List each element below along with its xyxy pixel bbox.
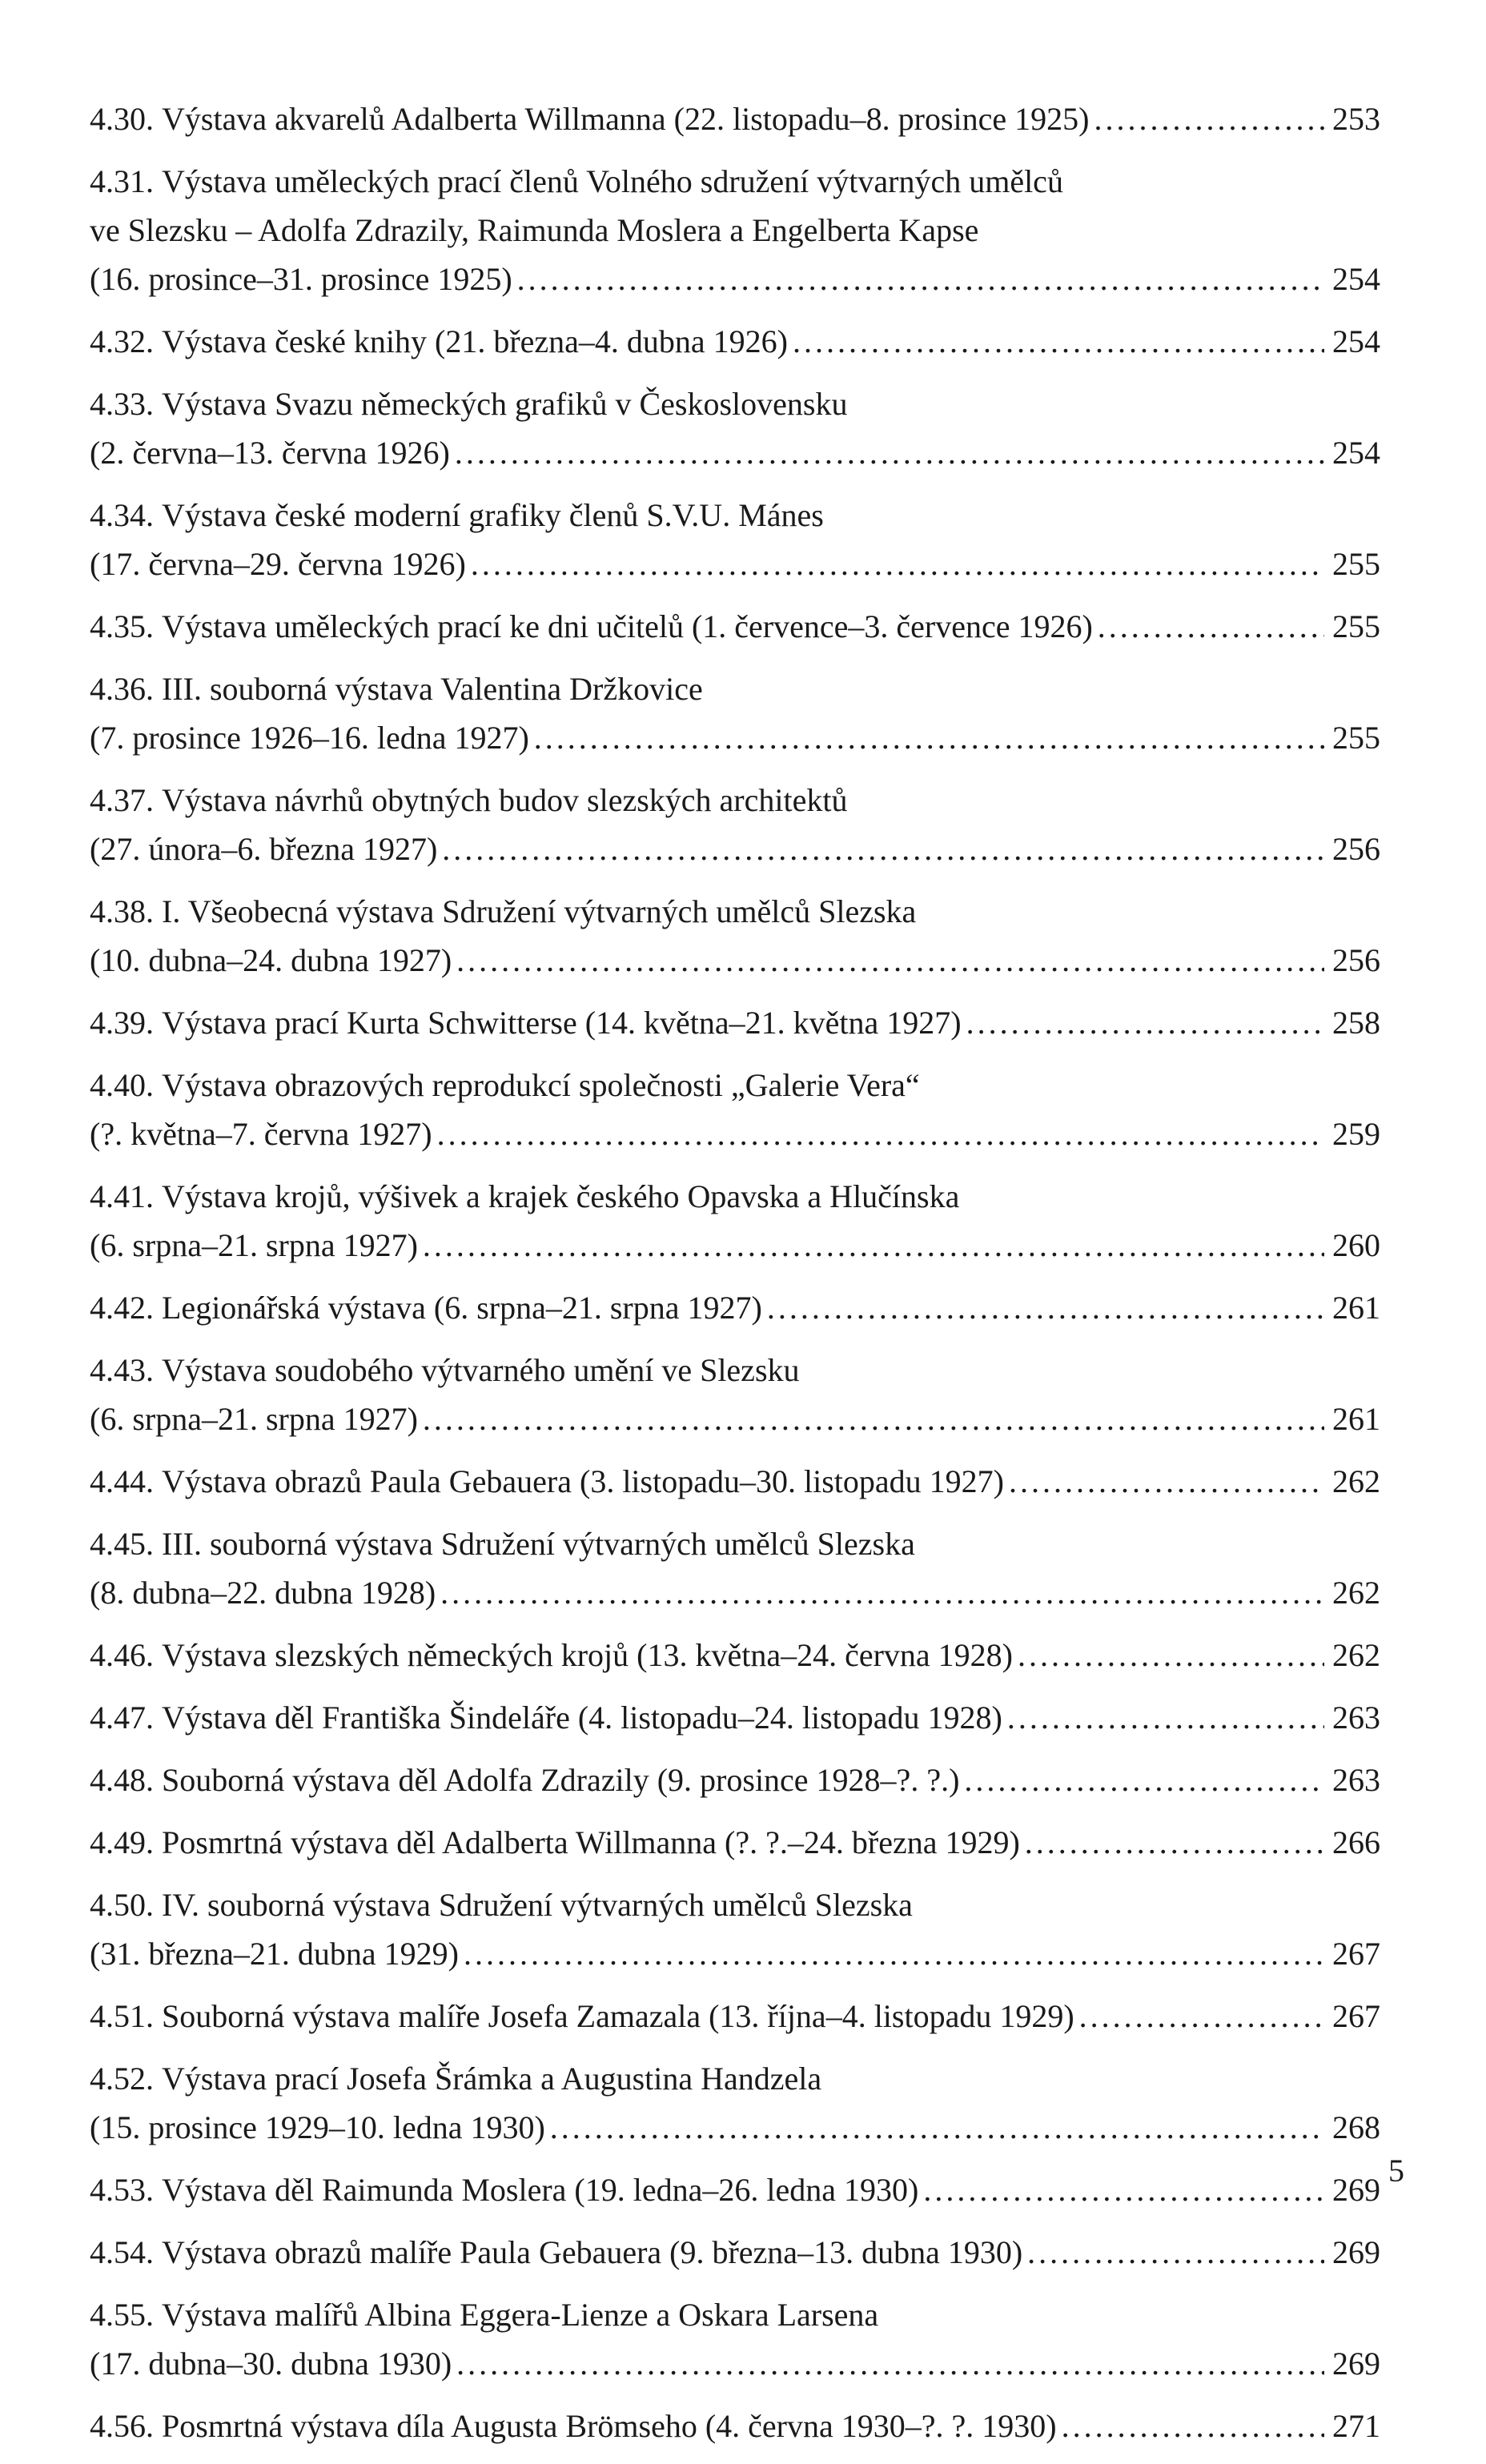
toc-entry-first-line [90, 317, 1380, 366]
dot-leader [423, 1221, 1324, 1270]
dot-leader [423, 1395, 1324, 1443]
toc-entry [90, 1880, 1380, 1978]
toc-entry-number: 4.34. [90, 497, 154, 533]
toc-entry-page-number: 267 [1332, 1936, 1380, 1972]
toc-entry-first-line [90, 1061, 1380, 1110]
toc-entry-first-line [90, 887, 1380, 936]
toc-entry-title-continuation: ve Slezsku – Adolfa Zdrazily, Raimunda Moslera a Engelberta Kapse [90, 212, 979, 248]
toc-entry-first-line [90, 1631, 1380, 1679]
toc-entry-title: Výstava prací Kurta Schwitterse (14. května–21. května 1927) [162, 1005, 962, 1041]
page-number: 5 [1388, 2153, 1404, 2189]
toc-entry-title-continuation: (?. května–7. června 1927) [90, 1116, 432, 1152]
toc-entry-number: 4.35. [90, 608, 154, 644]
toc-entry-page-number: 256 [1332, 831, 1380, 867]
toc-entry-first-line [90, 1283, 1380, 1332]
toc-entry [90, 1693, 1380, 1742]
toc-entry-continuation-line [90, 1929, 1380, 1978]
toc-entry [90, 2290, 1380, 2388]
toc-entry-title-continuation: (15. prosince 1929–10. ledna 1930) [90, 2109, 545, 2145]
toc-entry-title: Výstava české knihy (21. března–4. dubna 1926) [162, 323, 788, 359]
toc-entry [90, 379, 1380, 477]
toc-entry [90, 887, 1380, 985]
dot-leader [793, 317, 1324, 366]
dot-leader [1018, 1631, 1324, 1679]
dot-leader [964, 1756, 1324, 1804]
toc-entry-page-number: 269 [1332, 2346, 1380, 2382]
toc-entry [90, 664, 1380, 762]
toc-entry-first-line [90, 1880, 1380, 1929]
toc-entry-continuation-line [90, 1221, 1380, 1270]
toc-entry [90, 1519, 1380, 1617]
toc-entry-page-number: 254 [1332, 323, 1380, 359]
toc-entry [90, 1346, 1380, 1443]
toc-entry-number: 4.46. [90, 1637, 154, 1673]
toc-entry-title: Výstava uměleckých prací ke dni učitelů (1. července–3. července 1926) [162, 608, 1093, 644]
toc-entry-title: Výstava děl Františka Šindeláře (4. listopadu–24. listopadu 1928) [162, 1700, 1002, 1736]
toc-entry-title: Výstava soudobého výtvarného umění ve Slezsku [162, 1352, 800, 1388]
toc-entry-first-line [90, 1756, 1380, 1804]
toc-entry-title: Legionářská výstava (6. srpna–21. srpna 1927) [162, 1290, 762, 1326]
toc-entry-continuation-line [90, 1110, 1380, 1158]
toc-entry [90, 2165, 1380, 2214]
toc-entry-title: III. souborná výstava Sdružení výtvarných umělců Slezska [162, 1526, 915, 1562]
toc-entry-page-number: 254 [1332, 435, 1380, 471]
toc-entry-title: Posmrtná výstava díla Augusta Brömseho (4. června 1930–?. ?. 1930) [162, 2408, 1057, 2444]
dot-leader [1098, 602, 1324, 651]
toc-entry-number: 4.45. [90, 1526, 154, 1562]
toc-entry-page-number: 259 [1332, 1116, 1380, 1152]
toc-entry-continuation-line [90, 2103, 1380, 2152]
dot-leader [1009, 1457, 1324, 1506]
toc-entry-number: 4.54. [90, 2234, 154, 2270]
table-of-contents [90, 94, 1380, 2464]
dot-leader [456, 936, 1324, 985]
toc-entry-page-number: 253 [1332, 101, 1380, 137]
toc-entry-number: 4.42. [90, 1290, 154, 1326]
toc-entry [90, 1992, 1380, 2041]
toc-entry-title: Výstava české moderní grafiky členů S.V.U. Mánes [162, 497, 824, 533]
toc-entry-first-line [90, 664, 1380, 713]
toc-entry-page-number: 262 [1332, 1637, 1380, 1673]
toc-entry-page-number: 261 [1332, 1290, 1380, 1326]
toc-entry-first-line [90, 1519, 1380, 1568]
dot-leader [471, 540, 1324, 588]
toc-entry [90, 776, 1380, 873]
toc-entry-title: Výstava malířů Albina Eggera-Lienze a Oskara Larsena [162, 2297, 879, 2333]
toc-entry-page-number: 256 [1332, 942, 1380, 978]
toc-entry-title-continuation: (31. března–21. dubna 1929) [90, 1936, 459, 1972]
toc-entry-title-continuation: (10. dubna–24. dubna 1927) [90, 942, 452, 978]
toc-entry-continuation-line [90, 825, 1380, 873]
toc-entry-continuation-line [90, 2339, 1380, 2388]
toc-entry-title: III. souborná výstava Valentina Držkovice [162, 671, 703, 707]
toc-entry [90, 317, 1380, 366]
toc-entry-page-number: 267 [1332, 1998, 1380, 2034]
toc-entry-page-number: 262 [1332, 1575, 1380, 1611]
toc-entry-number: 4.50. [90, 1887, 154, 1923]
toc-entry-title-continuation: (27. února–6. března 1927) [90, 831, 438, 867]
toc-entry-title-continuation: (17. dubna–30. dubna 1930) [90, 2346, 452, 2382]
dot-leader [456, 2339, 1324, 2388]
toc-entry-number: 4.39. [90, 1005, 154, 1041]
toc-entry [90, 1631, 1380, 1679]
dot-leader [767, 1283, 1324, 1332]
toc-entry-number: 4.49. [90, 1824, 154, 1860]
toc-entry [90, 157, 1380, 303]
toc-entry-title: Výstava prací Josefa Šrámka a Augustina Handzela [162, 2061, 822, 2097]
toc-entry [90, 2228, 1380, 2277]
toc-entry-page-number: 269 [1332, 2172, 1380, 2208]
dot-leader [1025, 1818, 1324, 1867]
toc-entry-title: Souborná výstava malíře Josefa Zamazala (13. října–4. listopadu 1929) [162, 1998, 1074, 2034]
toc-entry-page-number: 255 [1332, 546, 1380, 582]
toc-entry [90, 1061, 1380, 1158]
toc-entry-page-number: 263 [1332, 1700, 1380, 1736]
toc-entry-first-line [90, 491, 1380, 540]
toc-entry-number: 4.51. [90, 1998, 154, 2034]
toc-entry-page-number: 269 [1332, 2234, 1380, 2270]
toc-entry-title: Výstava návrhů obytných budov slezských architektů [162, 782, 848, 818]
toc-entry-first-line [90, 998, 1380, 1047]
toc-entry-page-number: 262 [1332, 1463, 1380, 1499]
toc-entry-title: Výstava uměleckých prací členů Volného sdružení výtvarných umělců [162, 163, 1063, 199]
toc-entry-first-line [90, 1172, 1380, 1221]
dot-leader [442, 825, 1324, 873]
toc-entry-number: 4.44. [90, 1463, 154, 1499]
toc-entry-title: Výstava obrazů malíře Paula Gebauera (9. března–13. dubna 1930) [162, 2234, 1023, 2270]
toc-entry-number: 4.52. [90, 2061, 154, 2097]
toc-entry-number: 4.47. [90, 1700, 154, 1736]
toc-entry-page-number: 268 [1332, 2109, 1380, 2145]
toc-entry [90, 1283, 1380, 1332]
toc-entry-title: Výstava obrazů Paula Gebauera (3. listopadu–30. listopadu 1927) [162, 1463, 1004, 1499]
toc-entry-title-continuation: (7. prosince 1926–16. ledna 1927) [90, 720, 529, 756]
dot-leader [966, 998, 1324, 1047]
toc-entry [90, 1756, 1380, 1804]
dot-leader [440, 1568, 1324, 1617]
dot-leader [437, 1110, 1324, 1158]
toc-entry-first-line [90, 2402, 1380, 2450]
toc-entry-first-line [90, 2290, 1380, 2339]
dot-leader [1079, 1992, 1324, 2041]
toc-entry-number: 4.38. [90, 893, 154, 929]
toc-entry-title: I. Všeobecná výstava Sdružení výtvarných umělců Slezska [162, 893, 917, 929]
dot-leader [1027, 2228, 1324, 2277]
dot-leader [517, 255, 1324, 303]
toc-entry-first-line [90, 94, 1380, 143]
toc-entry-title-continuation: (8. dubna–22. dubna 1928) [90, 1575, 436, 1611]
toc-entry-continuation-line [90, 255, 1380, 303]
toc-entry-first-line [90, 2054, 1380, 2103]
dot-leader [464, 1929, 1324, 1978]
toc-entry-first-line [90, 2165, 1380, 2214]
toc-entry-title: Výstava krojů, výšivek a krajek českého Opavska a Hlučínska [162, 1178, 960, 1214]
toc-entry-continuation-line [90, 206, 1380, 255]
toc-entry-first-line [90, 157, 1380, 206]
toc-entry-continuation-line [90, 1568, 1380, 1617]
toc-entry [90, 491, 1380, 588]
toc-entry-first-line [90, 2228, 1380, 2277]
toc-entry-page-number: 254 [1332, 261, 1380, 297]
toc-entry-continuation-line [90, 713, 1380, 762]
toc-entry-first-line [90, 1693, 1380, 1742]
toc-entry [90, 2054, 1380, 2152]
toc-entry-first-line [90, 1346, 1380, 1395]
toc-entry [90, 1818, 1380, 1867]
toc-entry-title: Výstava Svazu německých grafiků v Československu [162, 386, 848, 422]
toc-entry-number: 4.55. [90, 2297, 154, 2333]
toc-entry-number: 4.53. [90, 2172, 154, 2208]
toc-entry-title-continuation: (6. srpna–21. srpna 1927) [90, 1227, 418, 1263]
toc-entry-number: 4.48. [90, 1762, 154, 1798]
toc-entry-title: Výstava akvarelů Adalberta Willmanna (22. listopadu–8. prosince 1925) [162, 101, 1090, 137]
toc-entry-title-continuation: (6. srpna–21. srpna 1927) [90, 1401, 418, 1437]
toc-entry-page-number: 255 [1332, 608, 1380, 644]
toc-entry-title-continuation: (17. června–29. června 1926) [90, 546, 466, 582]
toc-entry [90, 2402, 1380, 2450]
dot-leader [923, 2165, 1324, 2214]
toc-entry-first-line [90, 776, 1380, 825]
toc-entry-title: Posmrtná výstava děl Adalberta Willmanna (?. ?.–24. března 1929) [162, 1824, 1020, 1860]
toc-entry-continuation-line [90, 540, 1380, 588]
toc-entry-first-line [90, 1992, 1380, 2041]
toc-entry-continuation-line [90, 428, 1380, 477]
dot-leader [534, 713, 1324, 762]
toc-entry-number: 4.36. [90, 671, 154, 707]
dot-leader [550, 2103, 1324, 2152]
toc-entry-title: Souborná výstava děl Adolfa Zdrazily (9. prosince 1928–?. ?.) [162, 1762, 960, 1798]
toc-entry [90, 602, 1380, 651]
toc-entry-continuation-line [90, 1395, 1380, 1443]
toc-entry-title: Výstava slezských německých krojů (13. května–24. června 1928) [162, 1637, 1013, 1673]
toc-entry-number: 4.32. [90, 323, 154, 359]
toc-entry-page-number: 271 [1332, 2408, 1380, 2444]
toc-entry-page-number: 258 [1332, 1005, 1380, 1041]
toc-entry-first-line [90, 1457, 1380, 1506]
toc-entry-number: 4.40. [90, 1067, 154, 1103]
toc-entry-first-line [90, 602, 1380, 651]
toc-entry-title-continuation: (16. prosince–31. prosince 1925) [90, 261, 512, 297]
dot-leader [1094, 94, 1324, 143]
toc-entry [90, 998, 1380, 1047]
toc-entry-number: 4.30. [90, 101, 154, 137]
toc-entry-page-number: 255 [1332, 720, 1380, 756]
toc-entry-number: 4.33. [90, 386, 154, 422]
toc-entry-page-number: 266 [1332, 1824, 1380, 1860]
toc-entry-number: 4.37. [90, 782, 154, 818]
toc-entry-number: 4.31. [90, 163, 154, 199]
toc-entry-page-number: 260 [1332, 1227, 1380, 1263]
toc-entry-title: Výstava děl Raimunda Moslera (19. ledna–26. ledna 1930) [162, 2172, 919, 2208]
toc-entry-page-number: 261 [1332, 1401, 1380, 1437]
toc-entry [90, 94, 1380, 143]
toc-entry-number: 4.56. [90, 2408, 154, 2444]
toc-entry-number: 4.41. [90, 1178, 154, 1214]
toc-entry-first-line [90, 379, 1380, 428]
dot-leader [1007, 1693, 1324, 1742]
toc-entry [90, 1172, 1380, 1270]
dot-leader [455, 428, 1324, 477]
toc-entry-page-number: 263 [1332, 1762, 1380, 1798]
toc-entry-continuation-line [90, 936, 1380, 985]
toc-entry-first-line [90, 1818, 1380, 1867]
dot-leader [1062, 2402, 1324, 2450]
toc-entry-title: IV. souborná výstava Sdružení výtvarných umělců Slezska [162, 1887, 913, 1923]
toc-entry [90, 1457, 1380, 1506]
toc-entry-title-continuation: (2. června–13. června 1926) [90, 435, 450, 471]
toc-entry-title: Výstava obrazových reprodukcí společnosti „Galerie Vera“ [162, 1067, 920, 1103]
toc-entry-number: 4.43. [90, 1352, 154, 1388]
